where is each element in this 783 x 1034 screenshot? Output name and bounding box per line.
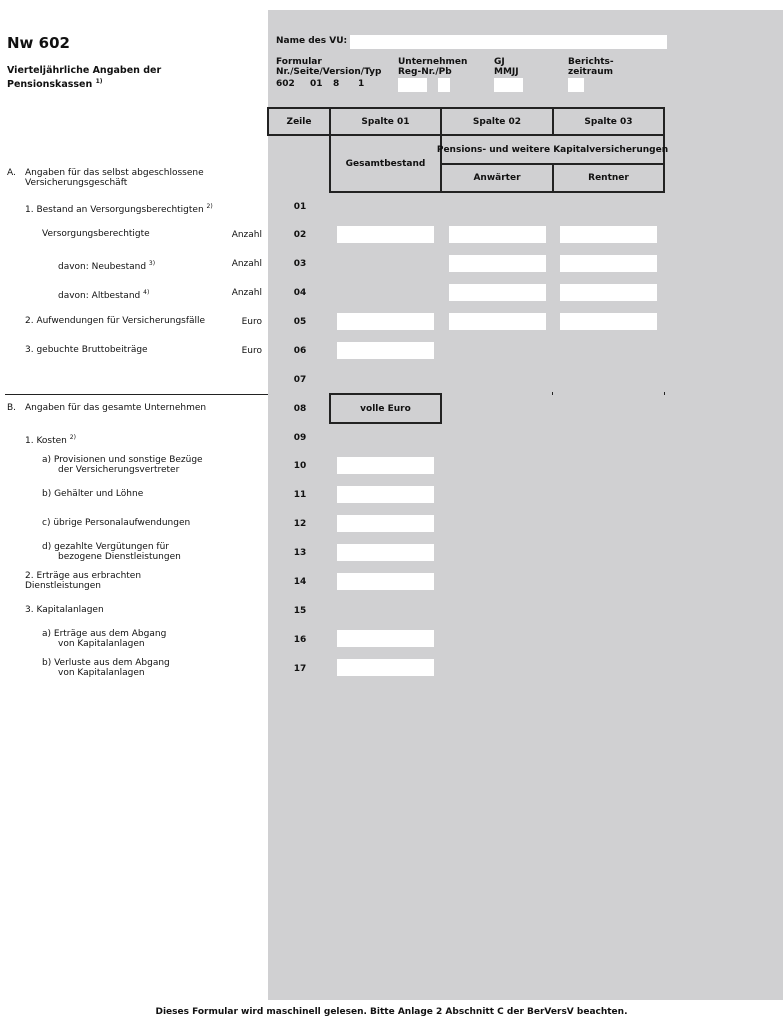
row-17-label: b) Verluste aus dem Abgang von Kapitalanlagen — [42, 658, 170, 678]
zeile-05: 05 — [293, 317, 307, 327]
zeile-15: 15 — [293, 606, 307, 616]
col-spalte01: Spalte 01 — [329, 107, 442, 136]
input-06-01[interactable] — [337, 342, 434, 359]
bericht-label: Berichts- zeitraum — [568, 57, 614, 77]
input-04-02[interactable] — [449, 284, 546, 301]
zeile-10: 10 — [293, 461, 307, 471]
input-05-03[interactable] — [560, 313, 657, 330]
row-06-label: 3. gebuchte Bruttobeiträge — [25, 345, 148, 355]
zeile-11: 11 — [293, 490, 307, 500]
zeile-12: 12 — [293, 519, 307, 529]
row-15-label: 3. Kapitalanlagen — [25, 605, 104, 615]
row-05-label: 2. Aufwendungen für Versicherungsfälle — [25, 316, 206, 326]
name-label: Name des VU: — [276, 36, 348, 46]
section-a-letter: A. — [7, 168, 16, 178]
zeile-04: 04 — [293, 288, 307, 298]
formular-label: Formular Nr./Seite/Version/Typ — [276, 57, 382, 77]
form-code: Nw 602 — [7, 34, 70, 52]
col-anwaerter: Anwärter — [440, 163, 554, 193]
row-14-label: 2. Erträge aus erbrachten Dienstleistungen — [25, 571, 142, 591]
unternehmen-label: Unternehmen Reg-Nr./Pb — [398, 57, 468, 77]
col-spalte03: Spalte 03 — [552, 107, 665, 136]
col-rentner: Rentner — [552, 163, 665, 193]
footer-note: Dieses Formular wird maschinell gelesen. Bitte Anlage 2 Abschnitt C der BerVersV beachten. — [155, 1007, 628, 1017]
row-05-unit: Euro — [241, 317, 262, 327]
col-spalte02: Spalte 02 — [440, 107, 554, 136]
zeile-13: 13 — [293, 548, 307, 558]
row-02-unit: Anzahl — [231, 230, 262, 240]
row-10-label: a) Provisionen und sonstige Bezüge der Versicherungsvertreter — [42, 455, 203, 475]
row-03-label: davon: Neubestand $^{3)}$ — [58, 260, 156, 272]
zeile-08: 08 — [293, 404, 307, 414]
gj-label: GJ MMJJ — [494, 57, 519, 77]
row-02-label: Versorgungsberechtigte — [42, 229, 150, 239]
zeile-09: 09 — [293, 433, 307, 443]
col-gesamtbestand: Gesamtbestand — [329, 134, 442, 193]
input-05-01[interactable] — [337, 313, 434, 330]
divider-tick — [664, 392, 665, 395]
input-17-01[interactable] — [337, 659, 434, 676]
zeile-17: 17 — [293, 664, 307, 674]
zeile-16: 16 — [293, 635, 307, 645]
zeile-03: 03 — [293, 259, 307, 269]
input-16-01[interactable] — [337, 630, 434, 647]
section-b-letter: B. — [7, 403, 17, 413]
input-14-01[interactable] — [337, 573, 434, 590]
row-12-label: c) übrige Personalaufwendungen — [42, 518, 191, 528]
col-zeile: Zeile — [267, 107, 331, 136]
input-02-03[interactable] — [560, 226, 657, 243]
section-a-title: Angaben für das selbst abgeschlossene Versicherungsgeschäft — [25, 168, 204, 188]
zeile-14: 14 — [293, 577, 307, 587]
berichtszeitraum-input[interactable] — [568, 78, 584, 92]
divider-tick — [552, 392, 553, 395]
row-16-label: a) Erträge aus dem Abgang von Kapitalanlagen — [42, 629, 167, 649]
gj-input[interactable] — [494, 78, 523, 92]
reg-nr-input[interactable] — [398, 78, 427, 92]
input-03-02[interactable] — [449, 255, 546, 272]
input-04-03[interactable] — [560, 284, 657, 301]
input-02-01[interactable] — [337, 226, 434, 243]
section-b-title: Angaben für das gesamte Unternehmen — [25, 403, 207, 413]
zeile-07: 07 — [293, 375, 307, 385]
zeile-01: 01 — [293, 202, 307, 212]
form-subtitle: Vierteljährliche Angaben der Pensionskassen $^{1)}$ — [7, 65, 162, 91]
row-04-unit: Anzahl — [231, 288, 262, 298]
zeile-06: 06 — [293, 346, 307, 356]
name-input[interactable] — [350, 35, 667, 49]
input-10-01[interactable] — [337, 457, 434, 474]
input-13-01[interactable] — [337, 544, 434, 561]
row-04-label: davon: Altbestand $^{4)}$ — [58, 289, 150, 301]
row-01-label: 1. Bestand an Versorgungsberechtigten $^{2)}$ — [25, 203, 213, 215]
row-06-unit: Euro — [241, 346, 262, 356]
input-11-01[interactable] — [337, 486, 434, 503]
section-divider — [5, 394, 268, 395]
row-13-label: d) gezahlte Vergütungen für bezogene Dienstleistungen — [42, 542, 181, 562]
row-11-label: b) Gehälter und Löhne — [42, 489, 144, 499]
input-02-02[interactable] — [449, 226, 546, 243]
row-03-unit: Anzahl — [231, 259, 262, 269]
zeile-02: 02 — [293, 230, 307, 240]
pb-input[interactable] — [438, 78, 450, 92]
col-volle-euro: volle Euro — [329, 393, 442, 424]
input-03-03[interactable] — [560, 255, 657, 272]
col-pensions: Pensions- und weitere Kapitalversicherungen — [440, 134, 665, 165]
row-09-label: 1. Kosten $^{2)}$ — [25, 434, 76, 446]
input-12-01[interactable] — [337, 515, 434, 532]
input-05-02[interactable] — [449, 313, 546, 330]
